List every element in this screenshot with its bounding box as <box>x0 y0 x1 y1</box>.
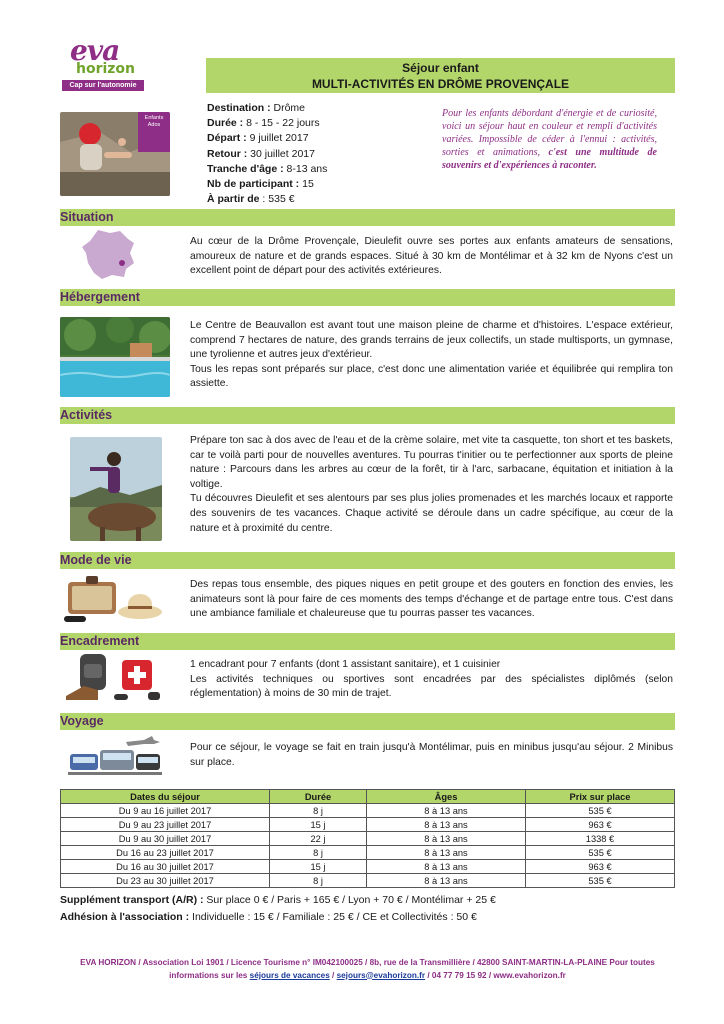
encadrement-text <box>190 658 673 702</box>
page-subtitle: MULTI-ACTIVITÉS EN DRÔME PROVENÇALE <box>311 77 570 91</box>
luggage-hat-icon <box>64 572 164 624</box>
logo-eva-text: eva <box>70 34 120 67</box>
trip-info <box>207 101 327 207</box>
badge-line1: Enfants <box>144 115 164 121</box>
cell-prix: 535 € <box>526 874 675 888</box>
situation-text: Au cœur de la Drôme Provençale, Dieulefit ouvre ses portes aux enfants amateurs de sensations, amoureux de nature et de grands espaces. Situé à 30 km de Montélimar et à 32 km de Nyons c'est un excellent point de départ pour des activités extérieures. <box>190 236 673 277</box>
logo-horizon-text: horizon <box>76 61 136 77</box>
hebergement-text-2: Tous les repas sont préparés sur place, c'est donc une alimentation variée et équilibrée qui remplira ton assiette. <box>190 363 673 390</box>
transport-icon <box>68 736 162 778</box>
cell-prix: 535 € <box>526 804 675 818</box>
section-hebergement-bar <box>60 289 675 306</box>
section-mode-de-vie-title: Mode de vie <box>60 553 132 567</box>
section-activites-title: Activités <box>60 408 113 422</box>
table-row <box>61 860 675 874</box>
header-duree: Durée <box>270 790 367 804</box>
france-map-icon <box>80 227 140 281</box>
badge-line2: Ados <box>147 122 161 128</box>
sejours-link[interactable]: séjours de vacances <box>249 970 330 980</box>
cell-dates: Du 9 au 30 juillet 2017 <box>61 832 270 846</box>
intro-highlight: c'est une multitude de souvenirs et d'expériences à raconter. <box>442 147 657 171</box>
table-header-row <box>61 790 675 804</box>
page-title: Séjour enfant <box>402 61 479 75</box>
section-situation-bar <box>60 209 675 226</box>
info-age-range: Tranche d'âge : 8-13 ans <box>207 162 328 175</box>
cell-dates: Du 16 au 30 juillet 2017 <box>61 860 270 874</box>
section-encadrement-bar <box>60 633 675 650</box>
cell-ages: 8 à 13 ans <box>367 846 526 860</box>
section-voyage-bar <box>60 713 675 730</box>
section-voyage-title: Voyage <box>60 714 104 728</box>
cell-duree: 8 j <box>270 804 367 818</box>
footer-line1: EVA HORIZON / Association Loi 1901 / Licence Tourisme n° IM042100025 / 8b, rue de la Transmillière / 42800 SAINT-MARTIN-LA-PLAINE Pour toutes <box>80 958 655 967</box>
footer-line2: informations sur les séjours de vacances / sejours@evahorizon.fr / 04 77 79 15 92 / www.evahorizon.fr <box>169 970 566 980</box>
cell-duree: 8 j <box>270 846 367 860</box>
cell-duree: 15 j <box>270 818 367 832</box>
info-duration: Durée : 8 - 15 - 22 jours <box>207 117 320 130</box>
encadrement-text-1: 1 encadrant pour 7 enfants (dont 1 assistant sanitaire), et 1 cuisinier <box>190 659 501 670</box>
table-row <box>61 804 675 818</box>
cell-prix: 1338 € <box>526 832 675 846</box>
table-row <box>61 874 675 888</box>
table-row <box>61 818 675 832</box>
info-return: Retour : 30 juillet 2017 <box>207 147 315 160</box>
section-hebergement-title: Hébergement <box>60 290 140 304</box>
logo-tagline: Cap sur l'autonomie <box>62 80 144 91</box>
cell-ages: 8 à 13 ans <box>367 804 526 818</box>
cell-prix: 963 € <box>526 860 675 874</box>
cell-ages: 8 à 13 ans <box>367 860 526 874</box>
voyage-text: Pour ce séjour, le voyage se fait en train jusqu'à Montélimar, puis en minibus jusqu'au séjour. 2 Minibus sur place. <box>190 742 673 768</box>
pool-photo <box>60 317 170 397</box>
info-destination: Destination : Drôme <box>207 102 306 114</box>
eva-horizon-logo <box>62 34 144 92</box>
cell-dates: Du 9 au 23 juillet 2017 <box>61 818 270 832</box>
price-table <box>60 789 675 888</box>
header-dates: Dates du séjour <box>61 790 270 804</box>
cell-ages: 8 à 13 ans <box>367 874 526 888</box>
cell-ages: 8 à 13 ans <box>367 818 526 832</box>
activites-text-2: Tu découvres Dieulefit et ses alentours par ses plus jolies promenades et les marchés locaux et rapporte des souvenirs de tes vacances. Chaque activité se déroule dans un cadre spécifique, au cœur de la nature et à proximité du centre. <box>190 493 673 534</box>
table-row <box>61 832 675 846</box>
cell-dates: Du 9 au 16 juillet 2017 <box>61 804 270 818</box>
cell-duree: 15 j <box>270 860 367 874</box>
cell-dates: Du 16 au 23 juillet 2017 <box>61 846 270 860</box>
hebergement-text-1: Le Centre de Beauvallon est avant tout une maison pleine de charme et d'histoires. L'espace extérieur, comprend 7 hectares de nature, des grands terrains de jeux collectifs, un stade multisports, un gymnase, une tyrolienne et autres jeux d'extérieur. <box>190 320 673 361</box>
activites-text-1: Prépare ton sac à dos avec de l'eau et de la crème solaire, met vite ta casquette, ton short et tes baskets, car te voilà parti pour de nouvelles aventures. Tu pourras t'initier ou te perfectionner aux sports de pleine nature : Parcours dans les arbres au cœur de la forêt, tir à l'arc, sarbacane, équitation et initiation à la voltige. <box>190 435 673 490</box>
cell-prix: 963 € <box>526 818 675 832</box>
climbing-photo <box>60 112 170 196</box>
info-price-from: À partir de : 535 € <box>207 193 295 206</box>
mode-de-vie-text: Des repas tous ensemble, des piques niques en petit groupe et des gouters en fonction des envies, les animateurs sont là pour faire de ces moments des temps d'échange et de partage entre tous. C'est dans une ambiance familiale et chaleureuse que tu pourras passer tes vacances. <box>190 579 673 620</box>
membership-fee: Adhésion à l'association : Individuelle : 15 € / Familiale : 25 € / CE et Collectivités : 50 € <box>60 911 477 923</box>
cell-dates: Du 23 au 30 juillet 2017 <box>61 874 270 888</box>
intro-text: Pour les enfants débordant d'énergie et de curiosité, voici un séjour haut en couleur et rempli d'activités variées. Impossible de céder à l'ennui : activités, sorties et animations, c'est une multitude de souvenirs et d'expériences à raconter. <box>442 108 657 171</box>
table-row <box>61 846 675 860</box>
info-participants: Nb de participant : 15 <box>207 178 314 191</box>
title-band <box>206 58 675 93</box>
backpack-firstaid-icon <box>64 650 164 702</box>
section-activites-bar <box>60 407 675 424</box>
section-encadrement-title: Encadrement <box>60 634 140 648</box>
email-link[interactable]: sejours@evahorizon.fr <box>336 970 426 980</box>
section-situation-title: Situation <box>60 210 114 224</box>
activites-text <box>190 434 673 536</box>
cell-ages: 8 à 13 ans <box>367 832 526 846</box>
cell-duree: 8 j <box>270 874 367 888</box>
hebergement-text <box>190 319 673 392</box>
encadrement-text-2: Les activités techniques ou sportives sont encadrées par des spécialistes diplômés (selon réglementation) à moins de 30 min de trajet. <box>190 673 673 700</box>
horse-riding-photo <box>70 437 162 541</box>
cell-duree: 22 j <box>270 832 367 846</box>
header-ages: Âges <box>367 790 526 804</box>
section-mode-de-vie-bar <box>60 552 675 569</box>
header-prix: Prix sur place <box>526 790 675 804</box>
cell-prix: 535 € <box>526 846 675 860</box>
info-departure: Départ : 9 juillet 2017 <box>207 132 309 145</box>
footer <box>60 957 675 982</box>
transport-supplement: Supplément transport (A/R) : Sur place 0 € / Paris + 165 € / Lyon + 70 € / Montélimar + 25 € <box>60 894 496 906</box>
